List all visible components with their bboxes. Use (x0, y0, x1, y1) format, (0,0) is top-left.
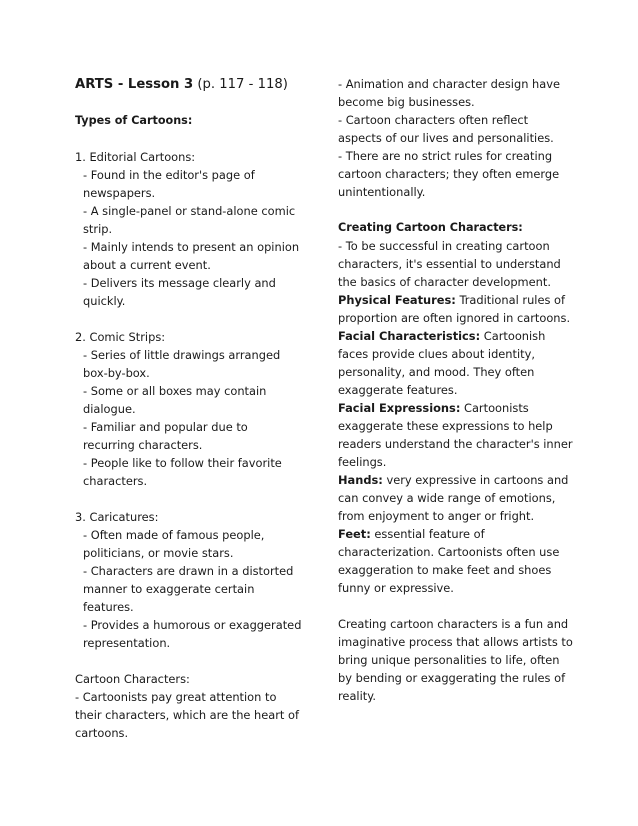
editorial-label: 1. Editorial Cartoons: (75, 150, 196, 164)
editorial-point: - Mainly intends to present an opinion about a current event. (83, 240, 300, 272)
feature-facial-expressions (338, 399, 574, 471)
feature-term: Feet: (338, 527, 371, 541)
lesson-title-strong: ARTS - Lesson 3 (75, 77, 194, 92)
comic-strips-point: - Familiar and popular due to recurring characters. (83, 420, 248, 452)
types-heading: Types of Cartoons: (75, 114, 193, 127)
creating-intro: - To be successful in creating cartoon characters, it's essential to understand the basics of character development. (338, 239, 561, 289)
right-column (338, 75, 574, 705)
spacer (75, 490, 303, 508)
caricatures-label: 3. Caricatures: (75, 510, 159, 524)
feature-feet (338, 525, 574, 597)
spacer (338, 201, 574, 219)
caricatures-point: - Provides a humorous or exaggerated representation. (83, 618, 302, 650)
lesson-title-pages: (p. 117 - 118) (193, 77, 288, 92)
cartoon-characters-label: Cartoon Characters: (75, 672, 190, 686)
lesson-title (75, 75, 303, 95)
feature-term: Hands: (338, 473, 383, 487)
feature-text: Cartoonish faces provide clues about identity, personality, and mood. They often exaggerate features. (338, 329, 546, 397)
comic-strips-point: - Some or all boxes may contain dialogue. (83, 384, 267, 416)
feature-term: Facial Expressions: (338, 401, 461, 415)
spacer (75, 130, 303, 148)
comic-strips-label: 2. Comic Strips: (75, 330, 166, 344)
feature-text: essential feature of characterization. Cartoonists often use exaggeration to make feet and shoes funny or expressive. (338, 527, 560, 595)
feature-term: Physical Features: (338, 293, 456, 307)
comic-strips-point: - Series of little drawings arranged box-by-box. (83, 348, 281, 380)
feature-text: very expressive in cartoons and can convey a wide range of emotions, from enjoyment to anger or fright. (338, 473, 569, 523)
caricatures-point: - Characters are drawn in a distorted manner to exaggerate certain features. (83, 564, 294, 614)
editorial-point: - A single-panel or stand-alone comic strip. (83, 204, 296, 236)
editorial-point: - Found in the editor's page of newspapers. (83, 168, 255, 200)
caricatures-point: - Often made of famous people, politicians, or movie stars. (83, 528, 265, 560)
feature-facial-characteristics (338, 327, 574, 399)
creating-heading: Creating Cartoon Characters: (338, 221, 523, 234)
spacer (338, 597, 574, 615)
intro-point: - There are no strict rules for creating cartoon characters; they often emerge unintentionally. (338, 149, 560, 199)
intro-point: - Animation and character design have become big businesses. (338, 77, 560, 109)
editorial-point: - Delivers its message clearly and quickly. (83, 276, 276, 308)
cartoon-characters-point: - Cartoonists pay great attention to their characters, which are the heart of cartoons. (75, 690, 299, 740)
intro-point: - Cartoon characters often reflect aspects of our lives and personalities. (338, 113, 554, 145)
feature-text: Cartoonists exaggerate these expressions to help readers understand the character's inner feelings. (338, 401, 573, 469)
comic-strips-point: - People like to follow their favorite characters. (83, 456, 282, 488)
feature-text: Traditional rules of proportion are often ignored in cartoons. (338, 293, 571, 325)
feature-hands (338, 471, 574, 525)
closing-paragraph: Creating cartoon characters is a fun and imaginative process that allows artists to bring unique personalities to life, often by bending or exaggerating the rules of reality. (338, 617, 573, 703)
feature-term: Facial Characteristics: (338, 329, 481, 343)
spacer (75, 310, 303, 328)
left-column (75, 75, 303, 742)
spacer (75, 652, 303, 670)
feature-physical (338, 291, 574, 327)
